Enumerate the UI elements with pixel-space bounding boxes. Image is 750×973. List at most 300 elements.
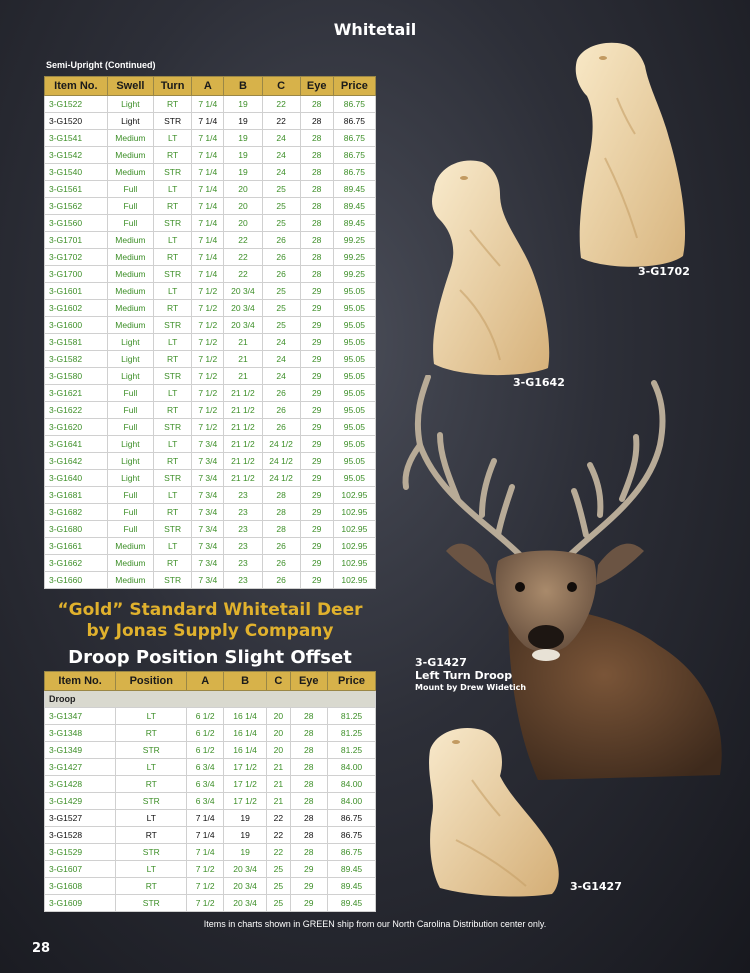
table-cell: 3-G1529	[45, 844, 116, 861]
table-cell: STR	[154, 164, 192, 181]
table-cell: 21	[224, 351, 262, 368]
table-cell: 22	[224, 249, 262, 266]
table-cell: Light	[107, 96, 153, 113]
table-cell: 21 1/2	[224, 453, 262, 470]
table-cell: 25	[267, 895, 290, 912]
table-cell: Full	[107, 385, 153, 402]
table-cell: 28	[300, 164, 333, 181]
table-cell: 29	[300, 385, 333, 402]
table-cell: 3-G1541	[45, 130, 108, 147]
table-cell: 19	[223, 827, 266, 844]
table-cell: STR	[154, 317, 192, 334]
table-cell: 7 3/4	[192, 572, 224, 589]
table-cell: 3-G1682	[45, 504, 108, 521]
table-cell: 22	[262, 96, 300, 113]
table-cell: Medium	[107, 283, 153, 300]
table-cell: 20	[224, 215, 262, 232]
form-3-G1427-image	[416, 720, 566, 898]
table-row	[45, 487, 376, 504]
table-cell: 22	[267, 827, 290, 844]
table-cell: 29	[290, 878, 328, 895]
table-cell: 102.95	[333, 521, 375, 538]
table-cell: 7 1/4	[192, 232, 224, 249]
table-cell: 24 1/2	[262, 470, 300, 487]
table-cell: 20	[267, 742, 290, 759]
table-cell: RT	[116, 827, 187, 844]
table-cell: 28	[300, 198, 333, 215]
table-cell: 89.45	[333, 215, 375, 232]
table-cell: 29	[290, 895, 328, 912]
table-cell: Light	[107, 113, 153, 130]
semi-header-cell: Swell	[107, 77, 153, 96]
table-cell: Light	[107, 470, 153, 487]
table-cell: 28	[262, 521, 300, 538]
table-cell: 3-G1427	[45, 759, 116, 776]
table-cell: 28	[262, 504, 300, 521]
table-cell: 7 3/4	[192, 555, 224, 572]
semi-header-cell: Item No.	[45, 77, 108, 96]
table-cell: 29	[300, 470, 333, 487]
table-cell: 20 3/4	[223, 895, 266, 912]
table-cell: 24 1/2	[262, 453, 300, 470]
table-cell: 7 3/4	[192, 487, 224, 504]
form-3-G1702-image	[565, 38, 695, 270]
table-row	[45, 810, 376, 827]
table-cell: 29	[300, 402, 333, 419]
table-cell: 28	[300, 147, 333, 164]
table-cell: 28	[290, 742, 328, 759]
table-cell: 7 3/4	[192, 504, 224, 521]
table-cell: 3-G1701	[45, 232, 108, 249]
table-cell: 25	[262, 181, 300, 198]
table-cell: 7 1/4	[192, 249, 224, 266]
table-cell: 23	[224, 555, 262, 572]
table-cell: 29	[300, 283, 333, 300]
table-cell: 29	[300, 453, 333, 470]
mount-description: Left Turn Droop	[415, 669, 513, 682]
table-cell: 21	[267, 793, 290, 810]
table-row	[45, 317, 376, 334]
table-cell: Full	[107, 215, 153, 232]
table-row	[45, 266, 376, 283]
table-cell: 102.95	[333, 487, 375, 504]
table-cell: 25	[262, 215, 300, 232]
table-row	[45, 334, 376, 351]
table-cell: 7 1/4	[192, 215, 224, 232]
droop-header-cell: Eye	[290, 672, 328, 691]
table-cell: 21 1/2	[224, 436, 262, 453]
table-cell: 3-G1347	[45, 708, 116, 725]
page-title: Whitetail	[333, 20, 417, 39]
table-cell: 28	[290, 708, 328, 725]
table-cell: 23	[224, 538, 262, 555]
table-cell: 24	[262, 164, 300, 181]
table-cell: Medium	[107, 147, 153, 164]
table-cell: RT	[116, 878, 187, 895]
table-cell: 29	[300, 334, 333, 351]
table-cell: 86.75	[333, 164, 375, 181]
table-cell: 20 3/4	[224, 300, 262, 317]
table-cell: RT	[154, 504, 192, 521]
table-cell: 7 1/2	[192, 317, 224, 334]
table-cell: 19	[223, 810, 266, 827]
table-cell: 19	[223, 844, 266, 861]
table-row	[45, 759, 376, 776]
table-row	[45, 436, 376, 453]
table-cell: 86.75	[328, 844, 376, 861]
table-cell: 6 1/2	[187, 725, 224, 742]
table-cell: 21 1/2	[224, 470, 262, 487]
table-row	[45, 844, 376, 861]
table-cell: Medium	[107, 249, 153, 266]
droop-header-cell: A	[187, 672, 224, 691]
table-cell: Medium	[107, 266, 153, 283]
table-cell: LT	[154, 487, 192, 504]
table-cell: 24	[262, 351, 300, 368]
table-cell: 20 3/4	[224, 317, 262, 334]
table-cell: 7 1/4	[192, 113, 224, 130]
table-cell: 21 1/2	[224, 419, 262, 436]
table-cell: 3-G1609	[45, 895, 116, 912]
table-cell: 89.45	[328, 895, 376, 912]
table-cell: 29	[300, 317, 333, 334]
table-cell: 102.95	[333, 572, 375, 589]
table-cell: 95.05	[333, 470, 375, 487]
table-cell: 7 3/4	[192, 538, 224, 555]
table-row	[45, 555, 376, 572]
table-cell: 7 1/2	[192, 334, 224, 351]
semi-upright-table	[44, 76, 376, 589]
table-cell: 3-G1661	[45, 538, 108, 555]
table-cell: 3-G1562	[45, 198, 108, 215]
table-row	[45, 249, 376, 266]
table-cell: 81.25	[328, 725, 376, 742]
table-cell: 23	[224, 521, 262, 538]
table-cell: 89.45	[328, 861, 376, 878]
table-cell: 20	[267, 708, 290, 725]
table-cell: 7 1/2	[187, 895, 224, 912]
table-row	[45, 130, 376, 147]
table-cell: 29	[300, 351, 333, 368]
table-cell: 19	[224, 96, 262, 113]
table-cell: 89.45	[328, 878, 376, 895]
table-cell: 28	[300, 113, 333, 130]
table-cell: 28	[300, 249, 333, 266]
table-cell: RT	[116, 776, 187, 793]
table-cell: LT	[116, 708, 187, 725]
table-cell: 22	[267, 844, 290, 861]
table-cell: 3-G1527	[45, 810, 116, 827]
table-cell: 7 1/2	[192, 368, 224, 385]
table-cell: Medium	[107, 538, 153, 555]
table-cell: 16 1/4	[223, 725, 266, 742]
table-cell: 89.45	[333, 198, 375, 215]
table-cell: 3-G1581	[45, 334, 108, 351]
table-cell: LT	[154, 130, 192, 147]
table-cell: 26	[262, 402, 300, 419]
table-cell: STR	[116, 844, 187, 861]
table-cell: 3-G1640	[45, 470, 108, 487]
table-row	[45, 470, 376, 487]
table-cell: Medium	[107, 300, 153, 317]
table-cell: 26	[262, 555, 300, 572]
semi-header-cell: C	[262, 77, 300, 96]
table-cell: 95.05	[333, 283, 375, 300]
table-cell: STR	[116, 793, 187, 810]
table-row	[45, 198, 376, 215]
table-cell: 3-G1607	[45, 861, 116, 878]
table-row	[45, 708, 376, 725]
table-cell: 95.05	[333, 334, 375, 351]
table-cell: Medium	[107, 317, 153, 334]
table-cell: 29	[300, 419, 333, 436]
table-cell: Full	[107, 181, 153, 198]
table-cell: 23	[224, 504, 262, 521]
droop-header-cell: Item No.	[45, 672, 116, 691]
droop-section-title: Droop Position Slight Offset	[68, 647, 352, 668]
table-row	[45, 742, 376, 759]
table-row	[45, 895, 376, 912]
table-cell: 95.05	[333, 317, 375, 334]
table-cell: 16 1/4	[223, 708, 266, 725]
table-cell: 21	[224, 368, 262, 385]
table-cell: 86.75	[333, 96, 375, 113]
table-cell: 20 3/4	[224, 283, 262, 300]
table-cell: 29	[300, 521, 333, 538]
table-row	[45, 521, 376, 538]
table-cell: 25	[267, 861, 290, 878]
droop-section-label: Droop	[45, 691, 376, 708]
table-cell: 23	[224, 487, 262, 504]
table-row	[45, 572, 376, 589]
table-cell: 3-G1349	[45, 742, 116, 759]
table-row	[45, 385, 376, 402]
table-cell: 3-G1700	[45, 266, 108, 283]
table-cell: 7 1/4	[187, 810, 224, 827]
table-cell: 99.25	[333, 266, 375, 283]
table-cell: 7 1/4	[192, 147, 224, 164]
table-cell: 26	[262, 249, 300, 266]
table-cell: 22	[267, 810, 290, 827]
table-cell: LT	[154, 334, 192, 351]
table-cell: 3-G1621	[45, 385, 108, 402]
table-cell: Light	[107, 334, 153, 351]
table-cell: 3-G1520	[45, 113, 108, 130]
table-cell: LT	[154, 385, 192, 402]
table-cell: Medium	[107, 572, 153, 589]
table-cell: 7 1/2	[187, 878, 224, 895]
droop-header-cell: C	[267, 672, 290, 691]
table-cell: 7 1/2	[192, 419, 224, 436]
semi-header-cell: Price	[333, 77, 375, 96]
table-cell: Medium	[107, 130, 153, 147]
table-cell: 95.05	[333, 453, 375, 470]
table-row	[45, 215, 376, 232]
table-cell: 3-G1620	[45, 419, 108, 436]
table-cell: 28	[290, 725, 328, 742]
table-cell: 86.75	[333, 147, 375, 164]
page-number: 28	[32, 941, 51, 956]
table-cell: 20	[267, 725, 290, 742]
table-cell: LT	[116, 759, 187, 776]
table-cell: 29	[300, 300, 333, 317]
table-cell: 28	[290, 759, 328, 776]
table-cell: 20 3/4	[223, 861, 266, 878]
table-cell: Medium	[107, 555, 153, 572]
table-cell: 29	[300, 487, 333, 504]
table-cell: 7 3/4	[192, 436, 224, 453]
table-cell: 3-G1580	[45, 368, 108, 385]
table-cell: 3-G1429	[45, 793, 116, 810]
table-cell: 3-G1601	[45, 283, 108, 300]
table-cell: Full	[107, 198, 153, 215]
table-cell: 95.05	[333, 385, 375, 402]
table-cell: LT	[154, 181, 192, 198]
table-cell: 95.05	[333, 300, 375, 317]
table-cell: 86.75	[328, 810, 376, 827]
table-cell: 3-G1542	[45, 147, 108, 164]
table-cell: 6 1/2	[187, 708, 224, 725]
table-cell: 3-G1642	[45, 453, 108, 470]
table-cell: 28	[300, 215, 333, 232]
table-cell: 86.75	[333, 130, 375, 147]
table-cell: 20	[224, 198, 262, 215]
table-cell: RT	[154, 96, 192, 113]
table-cell: STR	[154, 368, 192, 385]
table-cell: 99.25	[333, 232, 375, 249]
semi-header-cell: Turn	[154, 77, 192, 96]
table-cell: LT	[154, 436, 192, 453]
table-cell: 3-G1582	[45, 351, 108, 368]
table-cell: 24	[262, 334, 300, 351]
table-cell: 7 1/2	[192, 300, 224, 317]
table-cell: Full	[107, 419, 153, 436]
table-cell: 3-G1602	[45, 300, 108, 317]
table-cell: 95.05	[333, 436, 375, 453]
table-cell: 29	[300, 538, 333, 555]
table-cell: 3-G1660	[45, 572, 108, 589]
table-row	[45, 827, 376, 844]
table-cell: Medium	[107, 232, 153, 249]
table-cell: 28	[290, 827, 328, 844]
table-cell: 7 3/4	[192, 521, 224, 538]
droop-table	[44, 671, 376, 912]
table-cell: LT	[154, 538, 192, 555]
table-cell: 26	[262, 419, 300, 436]
table-cell: 3-G1528	[45, 827, 116, 844]
table-cell: 25	[262, 317, 300, 334]
table-cell: 22	[262, 113, 300, 130]
table-cell: 29	[300, 368, 333, 385]
table-row	[45, 164, 376, 181]
table-cell: STR	[116, 742, 187, 759]
table-cell: 7 3/4	[192, 453, 224, 470]
table-cell: 25	[262, 283, 300, 300]
table-cell: 28	[300, 266, 333, 283]
table-cell: 19	[224, 113, 262, 130]
table-cell: 95.05	[333, 419, 375, 436]
table-cell: 28	[300, 130, 333, 147]
table-cell: 6 1/2	[187, 742, 224, 759]
table-cell: 20	[224, 181, 262, 198]
table-cell: 3-G1702	[45, 249, 108, 266]
table-cell: 7 1/2	[192, 283, 224, 300]
table-cell: 102.95	[333, 538, 375, 555]
table-cell: RT	[154, 300, 192, 317]
table-cell: 3-G1622	[45, 402, 108, 419]
table-cell: 21 1/2	[224, 402, 262, 419]
table-cell: 3-G1680	[45, 521, 108, 538]
form-3-G1702-label: 3-G1702	[638, 265, 690, 278]
semi-header-cell: A	[192, 77, 224, 96]
table-cell: 19	[224, 130, 262, 147]
table-cell: 81.25	[328, 708, 376, 725]
mount-credit: Mount by Drew Widetich	[415, 683, 527, 692]
table-row	[45, 776, 376, 793]
table-cell: 7 1/4	[192, 96, 224, 113]
table-cell: 7 1/2	[192, 385, 224, 402]
table-cell: 21 1/2	[224, 385, 262, 402]
table-cell: 21	[267, 776, 290, 793]
table-cell: 86.75	[328, 827, 376, 844]
table-cell: 6 3/4	[187, 776, 224, 793]
table-cell: 17 1/2	[223, 776, 266, 793]
gold-heading-line1: “Gold” Standard Whitetail Deer	[57, 600, 363, 620]
table-row	[45, 300, 376, 317]
table-row	[45, 232, 376, 249]
table-cell: STR	[154, 572, 192, 589]
table-cell: 7 1/4	[192, 181, 224, 198]
table-cell: Full	[107, 402, 153, 419]
table-cell: 28	[290, 844, 328, 861]
table-cell: RT	[154, 402, 192, 419]
table-cell: 29	[300, 555, 333, 572]
form-3-G1642-label: 3-G1642	[513, 376, 565, 389]
table-cell: 6 3/4	[187, 793, 224, 810]
table-cell: 3-G1522	[45, 96, 108, 113]
table-row	[45, 453, 376, 470]
table-row	[45, 878, 376, 895]
table-cell: 17 1/2	[223, 793, 266, 810]
table-cell: STR	[154, 113, 192, 130]
table-cell: 7 1/2	[192, 351, 224, 368]
table-cell: LT	[154, 232, 192, 249]
table-cell: 102.95	[333, 504, 375, 521]
table-cell: 3-G1561	[45, 181, 108, 198]
table-cell: 26	[262, 266, 300, 283]
table-cell: 28	[262, 487, 300, 504]
table-cell: 3-G1560	[45, 215, 108, 232]
table-cell: RT	[154, 147, 192, 164]
droop-header-cell: Position	[116, 672, 187, 691]
table-cell: 81.25	[328, 742, 376, 759]
table-cell: 26	[262, 538, 300, 555]
mount-caption	[415, 656, 526, 694]
table-cell: STR	[154, 215, 192, 232]
table-cell: STR	[154, 266, 192, 283]
table-cell: 3-G1608	[45, 878, 116, 895]
table-cell: LT	[154, 283, 192, 300]
table-cell: 24	[262, 147, 300, 164]
droop-header-cell: B	[223, 672, 266, 691]
table-cell: Light	[107, 368, 153, 385]
table-cell: STR	[154, 470, 192, 487]
table-cell: 7 1/4	[192, 266, 224, 283]
table-cell: 95.05	[333, 402, 375, 419]
table-cell: 3-G1662	[45, 555, 108, 572]
table-row	[45, 147, 376, 164]
table-cell: 22	[224, 266, 262, 283]
